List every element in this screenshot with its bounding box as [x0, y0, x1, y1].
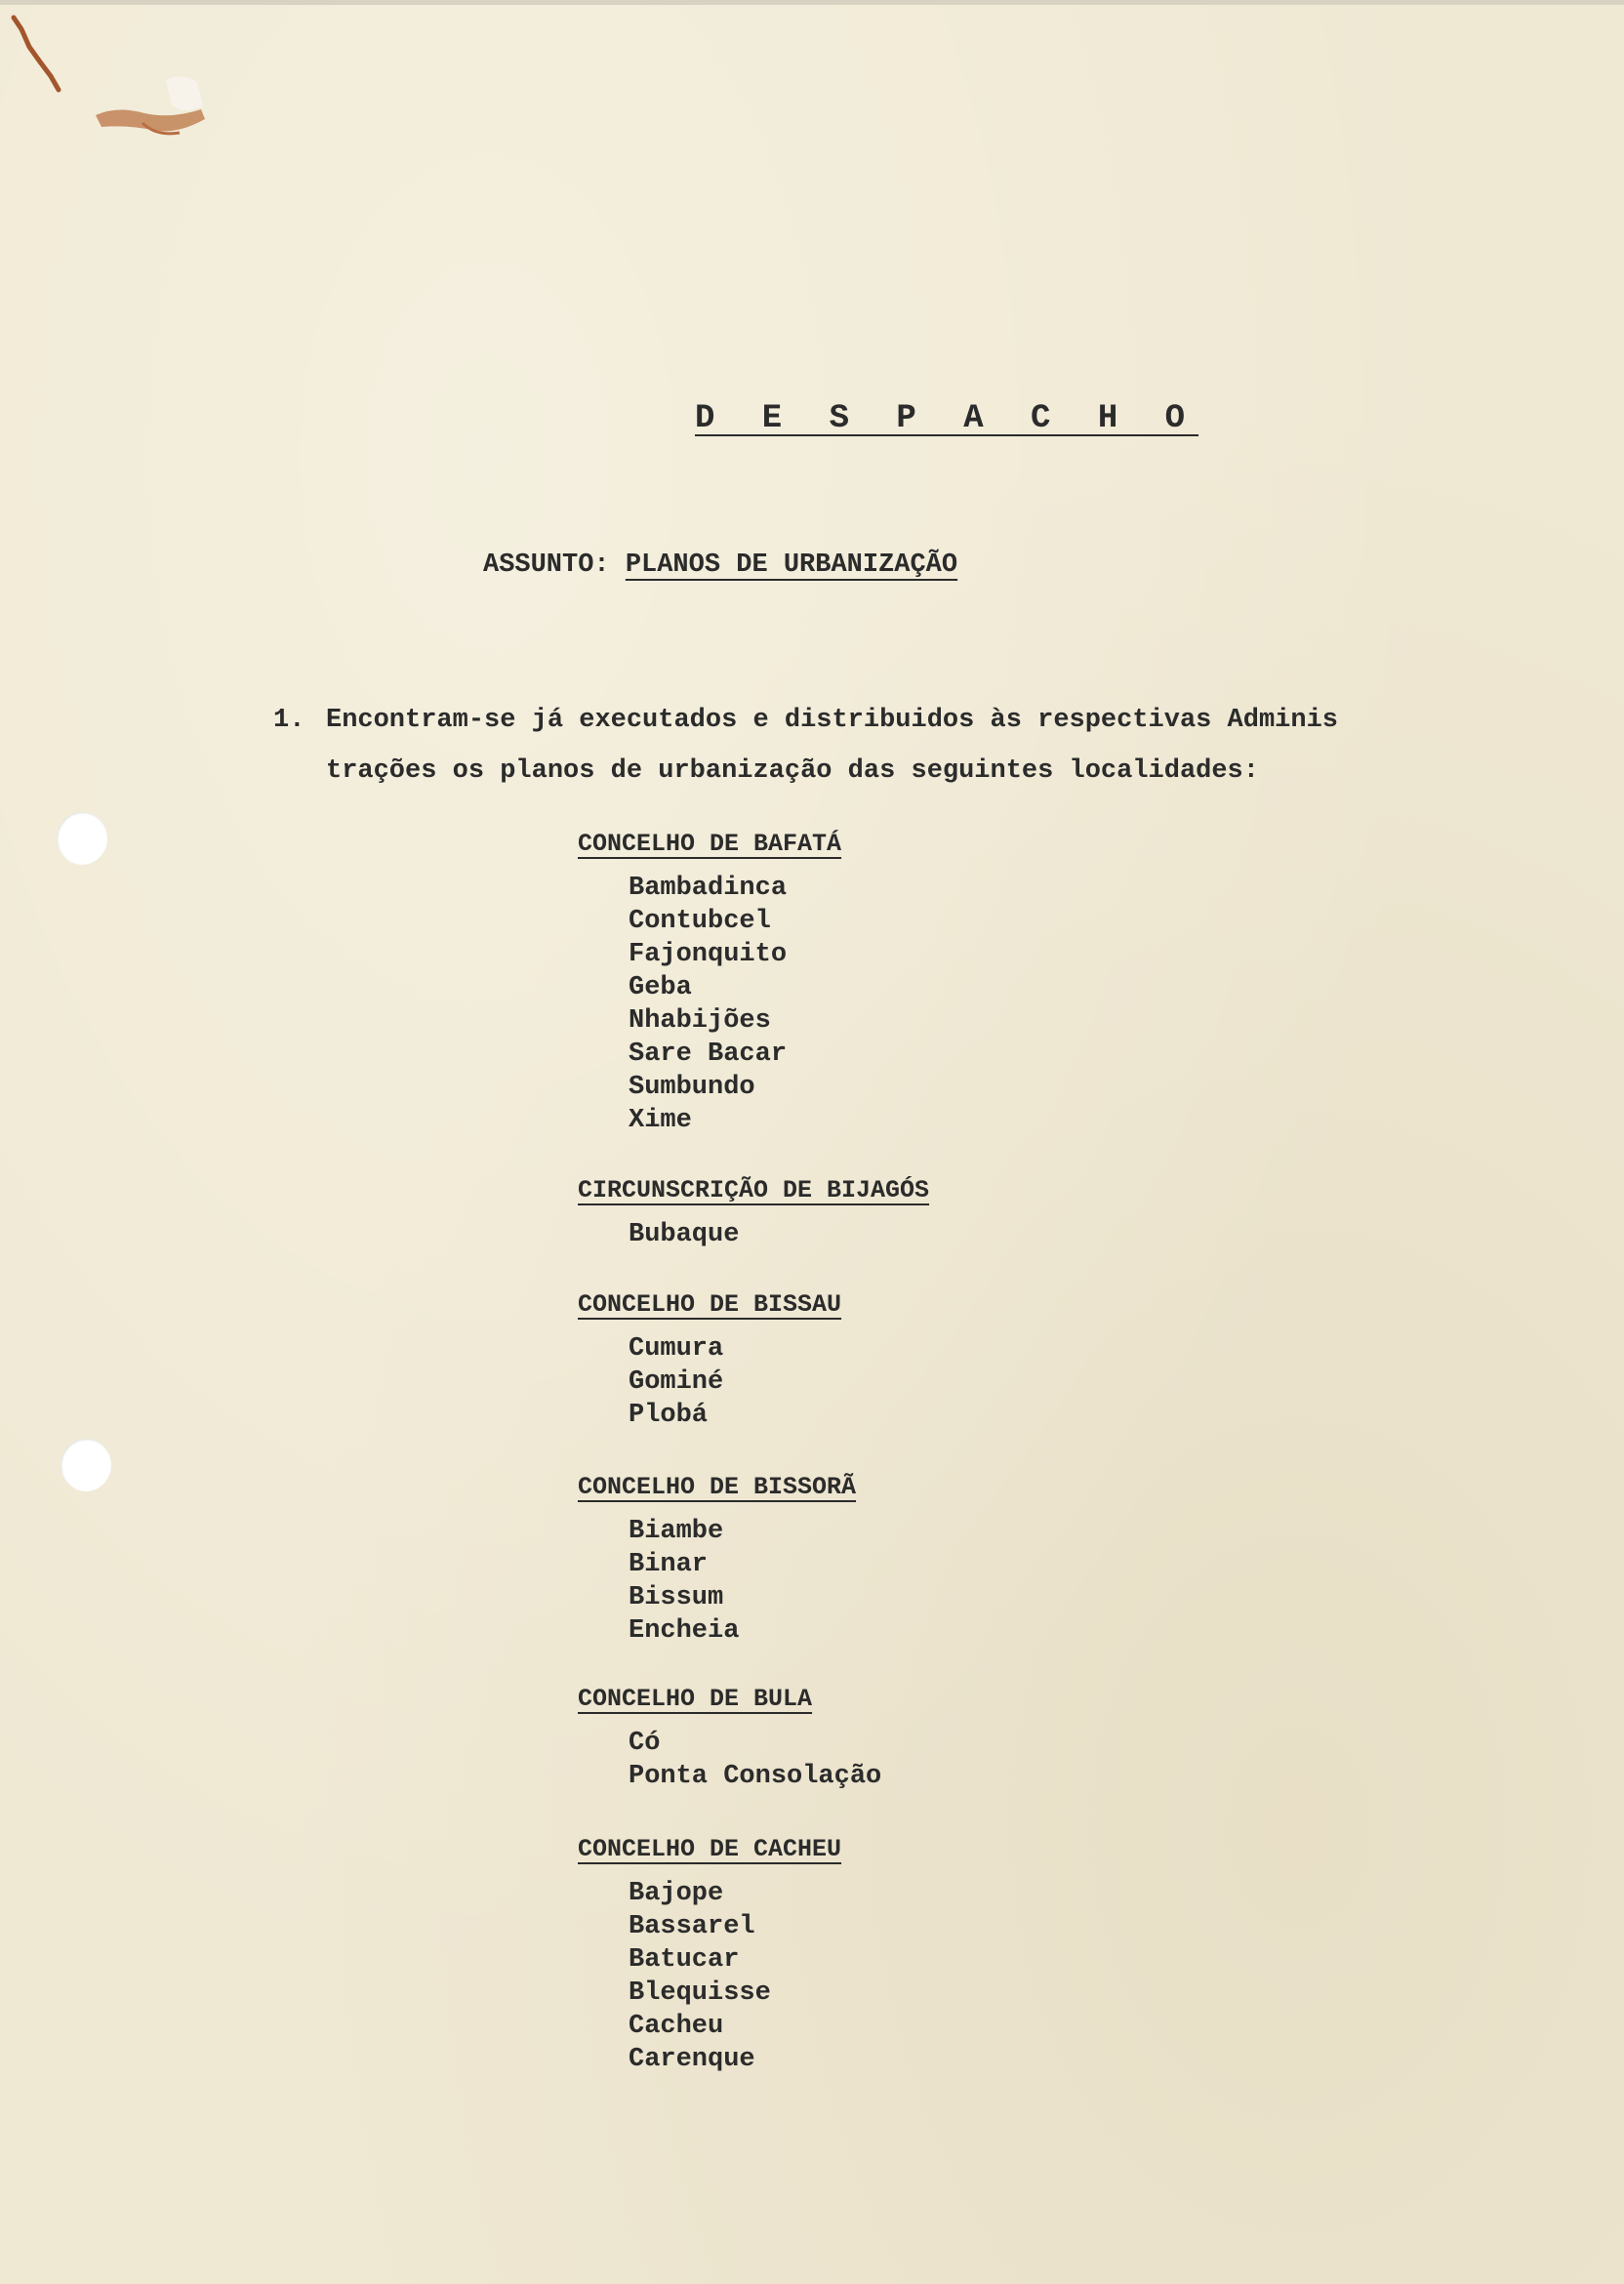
- section-cacheu: [578, 1835, 841, 2076]
- locality-item: Bubaque: [629, 1220, 740, 1249]
- locality-item: Có: [629, 1729, 661, 1758]
- locality-list: [629, 1727, 881, 1793]
- paragraph-line-2: trações os planos de urbanização das seguintes localidades:: [326, 756, 1259, 786]
- locality-item: Sare Bacar: [629, 1040, 788, 1069]
- locality-item: Encheia: [629, 1616, 740, 1646]
- section-heading: CONCELHO DE CACHEU: [578, 1835, 842, 1863]
- locality-item: Geba: [629, 973, 692, 1002]
- paragraph-line-1: [273, 695, 1483, 746]
- locality-item: Ponta Consolação: [629, 1762, 882, 1791]
- locality-item: Batucar: [629, 1945, 740, 1975]
- section-bissora: [578, 1473, 856, 1648]
- locality-item: Xime: [629, 1106, 692, 1135]
- paper-top-edge: [0, 0, 1624, 5]
- section-bula: [578, 1685, 881, 1793]
- locality-item: Cacheu: [629, 2012, 724, 2041]
- paragraph-number: 1.: [273, 706, 305, 735]
- locality-item: Carenque: [629, 2045, 755, 2074]
- locality-item: Bambadinca: [629, 874, 788, 903]
- locality-item: Plobá: [629, 1401, 709, 1430]
- locality-item: Gominé: [629, 1367, 724, 1397]
- section-heading: CONCELHO DE BISSAU: [578, 1290, 842, 1319]
- locality-item: Binar: [629, 1550, 709, 1579]
- subject-line: [483, 551, 957, 580]
- locality-item: Blequisse: [629, 1978, 771, 2008]
- locality-item: Sumbundo: [629, 1073, 755, 1102]
- locality-item: Nhabijões: [629, 1006, 771, 1036]
- paragraph-1: [273, 695, 1483, 796]
- subject-value: PLANOS DE URBANIZAÇÃO: [625, 551, 958, 580]
- locality-list: [629, 1218, 929, 1251]
- locality-item: Bassarel: [629, 1912, 755, 1941]
- section-heading: CONCELHO DE BAFATÁ: [578, 830, 842, 858]
- section-heading: CONCELHO DE BISSORÃ: [578, 1473, 857, 1501]
- locality-item: Cumura: [629, 1334, 724, 1364]
- locality-list: [629, 1515, 856, 1648]
- section-heading: CONCELHO DE BULA: [578, 1685, 813, 1713]
- locality-item: Fajonquito: [629, 940, 788, 969]
- rust-stain-mark: [0, 0, 234, 156]
- subject-label: ASSUNTO:: [483, 551, 610, 580]
- locality-item: Biambe: [629, 1517, 724, 1546]
- locality-list: [629, 1332, 841, 1432]
- document-title: D E S P A C H O: [695, 400, 1199, 437]
- locality-item: Contubcel: [629, 907, 771, 936]
- section-bafata: [578, 830, 841, 1137]
- punch-hole-lower: [61, 1439, 111, 1491]
- paragraph-text-1: Encontram-se já executados e distribuidos às respectivas Adminis: [326, 706, 1338, 735]
- locality-item: Bajope: [629, 1879, 724, 1908]
- locality-list: [629, 1877, 841, 2076]
- section-bijagos: [578, 1176, 929, 1251]
- section-heading: CIRCUNSCRIÇÃO DE BIJAGÓS: [578, 1176, 930, 1204]
- locality-item: Bissum: [629, 1583, 724, 1612]
- locality-list: [629, 872, 841, 1137]
- punch-hole-upper: [57, 812, 107, 865]
- section-bissau: [578, 1290, 841, 1432]
